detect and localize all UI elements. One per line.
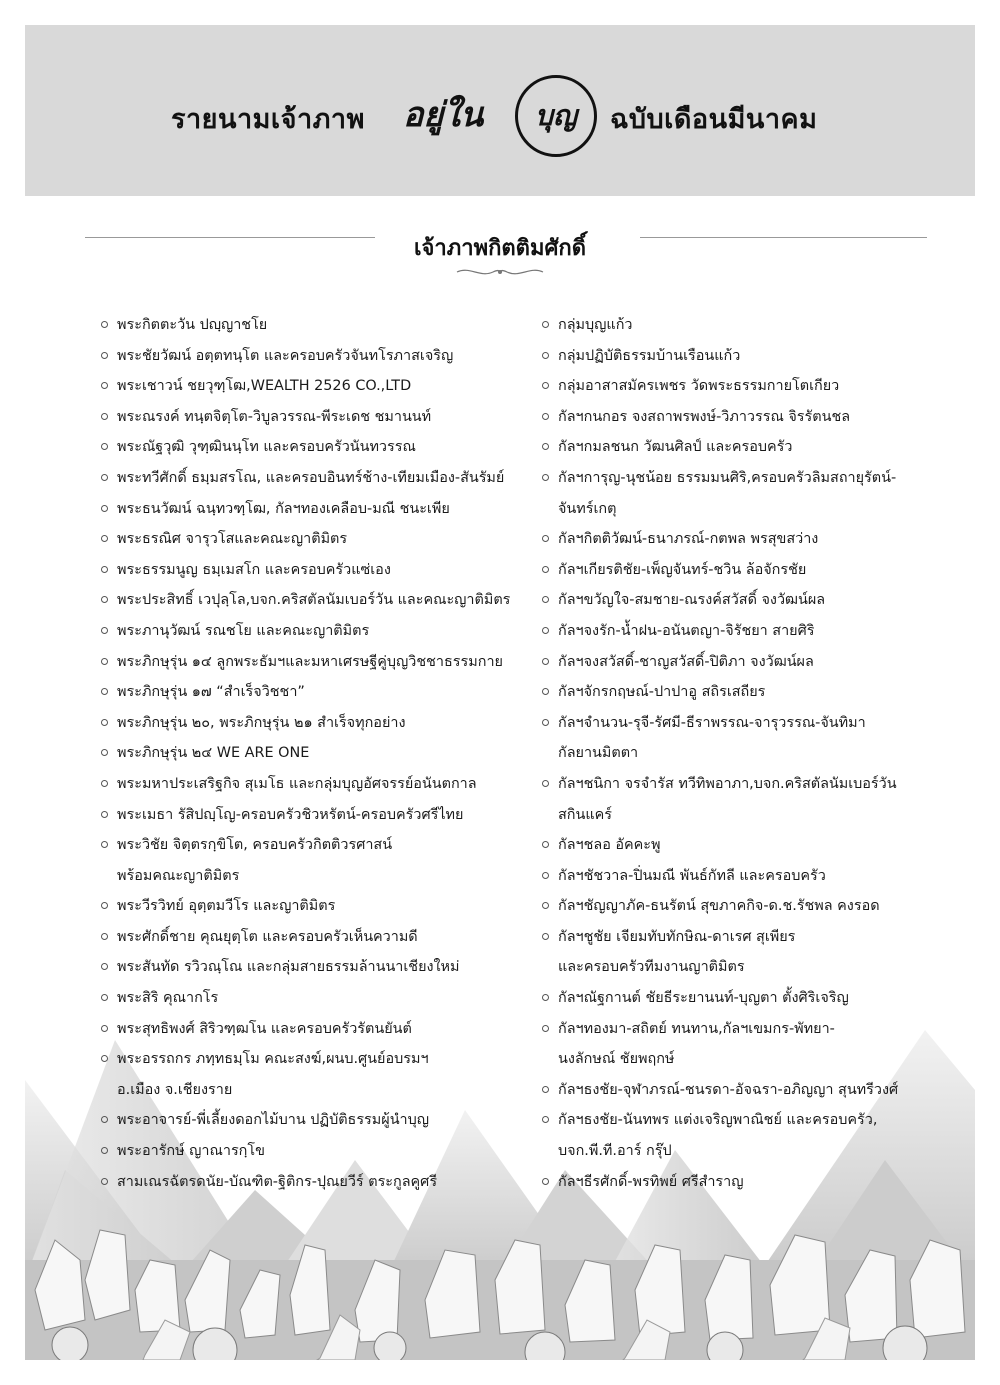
list-item-text: กัลฯจักรกฤษณ์-ปาปาอู สถิรเสถียร (558, 684, 766, 701)
list-item (101, 585, 541, 616)
list-item (542, 524, 962, 555)
list-item (542, 891, 962, 922)
list-item-text-continued: บจก.พี.ที.อาร์ กรุ๊ป (558, 1143, 672, 1160)
right-column (542, 310, 962, 1197)
bullet-circle-icon (542, 902, 549, 909)
list-item (101, 983, 541, 1014)
list-item (101, 952, 541, 983)
list-item-text: พระภิกษุรุ่น ๑๗ “สำเร็จวิชชา” (117, 684, 305, 701)
list-item-text: พระชัยวัฒน์ อตฺตทนฺโต และครอบครัวจันทโรภาสเจริญ (117, 347, 454, 364)
list-item (101, 341, 541, 372)
list-item-text: พระประสิทธิ์ เวปุลฺโล,บจก.คริสตัลนัมเบอร์วัน และคณะญาติมิตร (117, 592, 511, 609)
bullet-circle-icon (542, 688, 549, 695)
list-item (101, 830, 541, 891)
list-item (101, 738, 541, 769)
list-item (542, 647, 962, 678)
list-item (542, 341, 962, 372)
list-item (101, 371, 541, 402)
bullet-circle-icon (101, 474, 108, 481)
bullet-circle-icon (542, 780, 549, 787)
bullet-circle-icon (101, 902, 108, 909)
bullet-circle-icon (101, 382, 108, 389)
list-item-text: พระมหาประเสริฐกิจ สุเมโธ และกลุ่มบุญอัศจรรย์อนันตกาล (117, 775, 477, 792)
divider-right (640, 237, 927, 238)
bullet-circle-icon (542, 1178, 549, 1185)
list-item (542, 708, 962, 769)
bullet-circle-icon (542, 474, 549, 481)
list-item-text: พระธรณิศ จารุวโสและคณะญาติมิตร (117, 531, 348, 548)
list-item-text: กัลฯจำนวน-รุจี-รัศมี-ธีราพรรณ-จารุวรรณ-จันทิมา (558, 714, 866, 731)
bullet-circle-icon (101, 658, 108, 665)
bullet-circle-icon (101, 780, 108, 787)
bullet-circle-icon (101, 963, 108, 970)
list-item-text: กัลฯจงสวัสดิ์-ชาญสวัสดิ์-ปิติภา จงวัฒน์ผล (558, 653, 814, 670)
list-item-text: กลุ่มบุญแก้ว (558, 317, 633, 333)
bullet-circle-icon (101, 596, 108, 603)
list-item-text: กัลฯขวัญใจ-สมชาย-ณรงค์สวัสดิ์ จงวัฒน์ผล (558, 592, 826, 609)
list-item (101, 647, 541, 678)
logo-text: อยู่ใน (403, 95, 484, 135)
list-item (101, 1136, 541, 1167)
list-item-text: กัลฯกมลชนก วัฒนศิลป์ และครอบครัว (558, 439, 793, 456)
list-item-text: กัลฯธงชัย-จุฬาภรณ์-ชนรดา-อัจฉรา-อภิญญา สุนทรีวงศ์ (558, 1081, 899, 1098)
list-item (542, 769, 962, 830)
list-item-text: กัลฯธีรศักดิ์-พรทิพย์ ศรีสำราญ (558, 1173, 744, 1190)
bullet-circle-icon (542, 352, 549, 359)
bullet-circle-icon (542, 321, 549, 328)
list-item-text-continued: อ.เมือง จ.เชียงราย (117, 1081, 233, 1098)
list-item-text: พระอาจารย์-พี่เลี้ยงดอกไม้บาน ปฏิบัติธรรมผู้นำบุญ (117, 1112, 430, 1129)
list-item (542, 1167, 962, 1198)
list-item (101, 555, 541, 586)
bullet-circle-icon (542, 872, 549, 879)
list-item-text: พระสันทัด รวิวณฺโณ และกลุ่มสายธรรมล้านนาเชียงใหม่ (117, 959, 460, 976)
list-item-text: กัลฯชูชัย เจียมทับทักษิณ-ดาเรศ สุเพียร (558, 928, 796, 945)
list-item (101, 769, 541, 800)
list-item-text: พระอารักษ์ ญาณารกฺโข (117, 1143, 265, 1160)
list-item (542, 1105, 962, 1166)
bullet-circle-icon (101, 811, 108, 818)
list-item (101, 800, 541, 831)
header-band (25, 25, 975, 196)
list-item-text: กัลฯกิตติวัฒน์-ธนาภรณ์-กตพล พรสุขสว่าง (558, 531, 819, 548)
list-item (542, 402, 962, 433)
list-item-text-continued: นงลักษณ์ ชัยพฤกษ์ (558, 1051, 675, 1068)
bullet-circle-icon (101, 1116, 108, 1123)
list-item (101, 494, 541, 525)
list-item-text: พระวีรวิทย์ อุตฺตมวีโร และญาติมิตร (117, 898, 336, 915)
list-item (101, 1167, 541, 1198)
bullet-circle-icon (101, 1025, 108, 1032)
list-item (542, 371, 962, 402)
list-item-text: กัลฯเกียรติชัย-เพ็ญจันทร์-ชวิน ล้อจักรชัย (558, 561, 807, 578)
list-item-text: พระเมธา รัสิปญฺโญ-ครอบครัวชิวหรัตน์-ครอบครัวศรีไทย (117, 806, 464, 823)
bullet-circle-icon (542, 933, 549, 940)
list-item (542, 1075, 962, 1106)
list-item (542, 983, 962, 1014)
bullet-circle-icon (101, 1055, 108, 1062)
list-item-text-continued: สกินแคร์ (558, 806, 612, 823)
header-title-right: ฉบับเดือนมีนาคม (610, 104, 818, 135)
list-item (101, 463, 541, 494)
list-item-text: กัลฯการุญ-นุชน้อย ธรรมมนศิริ,ครอบครัวลิมสถายุรัตน์- (558, 469, 897, 486)
bullet-circle-icon (542, 535, 549, 542)
list-item (101, 922, 541, 953)
list-item-text: พระธนวัฒน์ ฉนฺทวฑฺโฒ, กัลฯทองเคลือบ-มณี ชนะเพีย (117, 500, 450, 517)
list-item (542, 861, 962, 892)
list-item-text: พระวิชัย จิตฺตรกฺขิโต, ครอบครัวกิตติวรศาสน์ (117, 837, 393, 854)
bullet-circle-icon (542, 1025, 549, 1032)
bullet-circle-icon (101, 933, 108, 940)
page-frame (25, 25, 975, 1360)
list-item (542, 1014, 962, 1075)
bullet-circle-icon (542, 658, 549, 665)
list-item-text: พระสุทธิพงศ์ สิริวฑฺฒโน และครอบครัวรัตนยันต์ (117, 1020, 412, 1037)
bullet-circle-icon (101, 535, 108, 542)
list-item (542, 555, 962, 586)
logo-circle: บุญ (515, 75, 597, 157)
bullet-circle-icon (542, 1116, 549, 1123)
bullet-circle-icon (101, 321, 108, 328)
list-item (542, 310, 962, 341)
bullet-circle-icon (101, 719, 108, 726)
list-item (542, 616, 962, 647)
list-item-text-continued: และครอบครัวทีมงานญาติมิตร (558, 959, 745, 976)
bullet-circle-icon (542, 566, 549, 573)
list-item-text: พระภิกษุรุ่น ๒๐, พระภิกษุรุ่น ๒๑ สำเร็จทุกอย่าง (117, 714, 406, 731)
list-item-text-continued: กัลยานมิตตา (558, 745, 639, 762)
list-item (542, 677, 962, 708)
bullet-circle-icon (542, 841, 549, 848)
list-item-text: พระเชาวน์ ชยวุฑฺโฒ,WEALTH 2526 CO.,LTD (117, 378, 412, 395)
list-item (101, 708, 541, 739)
bullet-circle-icon (101, 627, 108, 634)
list-item-text: กัลฯชลอ อัคคะพู (558, 837, 661, 854)
list-item (101, 1044, 541, 1105)
list-item (101, 1105, 541, 1136)
bullet-circle-icon (542, 1086, 549, 1093)
list-item-text: พระอรรถกร ภทฺทธมฺโม คณะสงฆ์,ผนบ.ศูนย์อบรมฯ (117, 1051, 429, 1068)
bullet-circle-icon (542, 382, 549, 389)
list-item (101, 402, 541, 433)
bullet-circle-icon (542, 596, 549, 603)
bullet-circle-icon (101, 413, 108, 420)
list-item-text: พระณัฐวุฒิ วุฑฺฒินนฺโท และครอบครัวนันทวรรณ (117, 439, 416, 456)
list-item (101, 310, 541, 341)
list-item-text-continued: พร้อมคณะญาติมิตร (117, 867, 240, 884)
list-item (542, 432, 962, 463)
bullet-circle-icon (542, 443, 549, 450)
bullet-circle-icon (101, 352, 108, 359)
bullet-circle-icon (101, 841, 108, 848)
list-item-text: พระภิกษุรุ่น ๒๔ WE ARE ONE (117, 745, 310, 762)
list-item-text: กัลฯณัฐกานต์ ชัยธีระยานนท์-บุญตา ตั้งศิริเจริญ (558, 990, 849, 1007)
list-item-text: พระกิตตะวัน ปญฺญาชโย (117, 317, 268, 333)
list-item-text: พระภิกษุรุ่น ๑๔ ลูกพระธัมฯและมหาเศรษฐีคู่บุญวิชชาธรรมกาย (117, 653, 503, 670)
list-item-text: กัลฯธงชัย-นันทพร แต่งเจริญพาณิชย์ และครอบครัว, (558, 1112, 878, 1129)
list-item (101, 677, 541, 708)
bullet-circle-icon (101, 688, 108, 695)
list-item-text: พระสิริ คุณากโร (117, 990, 219, 1007)
list-item-text: กัลฯชนิกา จรจำรัส ทวีทิพอาภา,บจก.คริสตัลนัมเบอร์วัน (558, 775, 897, 792)
bullet-circle-icon (101, 443, 108, 450)
bullet-circle-icon (101, 1178, 108, 1185)
list-item-text: พระธรรมนูญ ธมฺเมสโก และครอบครัวแซ่เอง (117, 561, 391, 578)
list-item-text: พระศักดิ์ชาย คุณยุตฺโต และครอบครัวเห็นความดี (117, 928, 418, 945)
list-item-text: กัลฯจงรัก-น้ำฝน-อนันตญา-จิรัชยา สายศิริ (558, 622, 815, 639)
bullet-circle-icon (101, 566, 108, 573)
bullet-circle-icon (101, 994, 108, 1001)
bullet-circle-icon (542, 627, 549, 634)
list-item-text: กลุ่มปฏิบัติธรรมบ้านเรือนแก้ว (558, 347, 741, 364)
list-item-text: กัลฯชัชวาล-ปิ่นมณี พันธ์กัทลี และครอบครัว (558, 867, 826, 884)
list-item (542, 463, 962, 524)
list-item-text: พระภานุวัฒน์ รณชโย และคณะญาติมิตร (117, 622, 370, 639)
list-item (542, 830, 962, 861)
bullet-circle-icon (101, 1147, 108, 1154)
list-item (101, 524, 541, 555)
list-item-text-continued: จันทร์เกตุ (558, 500, 617, 517)
list-item (542, 922, 962, 983)
flourish-ornament-icon (455, 265, 545, 279)
list-item-text: กัลฯชัญญาภัค-ธนรัตน์ สุขภาคกิจ-ด.ช.รัชพล คงรอด (558, 898, 880, 915)
bullet-circle-icon (101, 505, 108, 512)
list-item (101, 891, 541, 922)
bullet-circle-icon (542, 413, 549, 420)
list-item-text: กัลฯทองมา-สถิตย์ ทนทาน,กัลฯเขมกร-พัทยา- (558, 1020, 835, 1037)
header-title-left: รายนามเจ้าภาพ (171, 104, 365, 135)
list-item-text: พระณรงค์ ทนฺตจิตฺโต-วิบูลวรรณ-พีระเดช ชมานนท์ (117, 408, 432, 425)
list-item (542, 585, 962, 616)
bullet-circle-icon (542, 719, 549, 726)
list-item-text: กลุ่มอาสาสมัครเพชร วัดพระธรรมกายโตเกียว (558, 378, 840, 395)
list-item (101, 1014, 541, 1045)
section-title: เจ้าภาพกิตติมศักดิ์ (413, 236, 587, 261)
left-column (101, 310, 541, 1197)
bullet-circle-icon (101, 749, 108, 756)
list-item-text: พระทวีศักดิ์ ธมฺมสรโณ, และครอบอินทร์ช้าง-เทียมเมือง-สันรัมย์ (117, 469, 505, 486)
bullet-circle-icon (542, 994, 549, 1001)
list-item (101, 616, 541, 647)
list-item-text: สามเณรฉัตรดนัย-บัณฑิต-ฐิติกร-ปุณยวีร์ ตระกูลคูศรี (117, 1173, 438, 1190)
list-item-text: กัลฯกนกอร จงสถาพรพงษ์-วิภาวรรณ จิรรัตนชล (558, 408, 851, 425)
list-item (101, 432, 541, 463)
